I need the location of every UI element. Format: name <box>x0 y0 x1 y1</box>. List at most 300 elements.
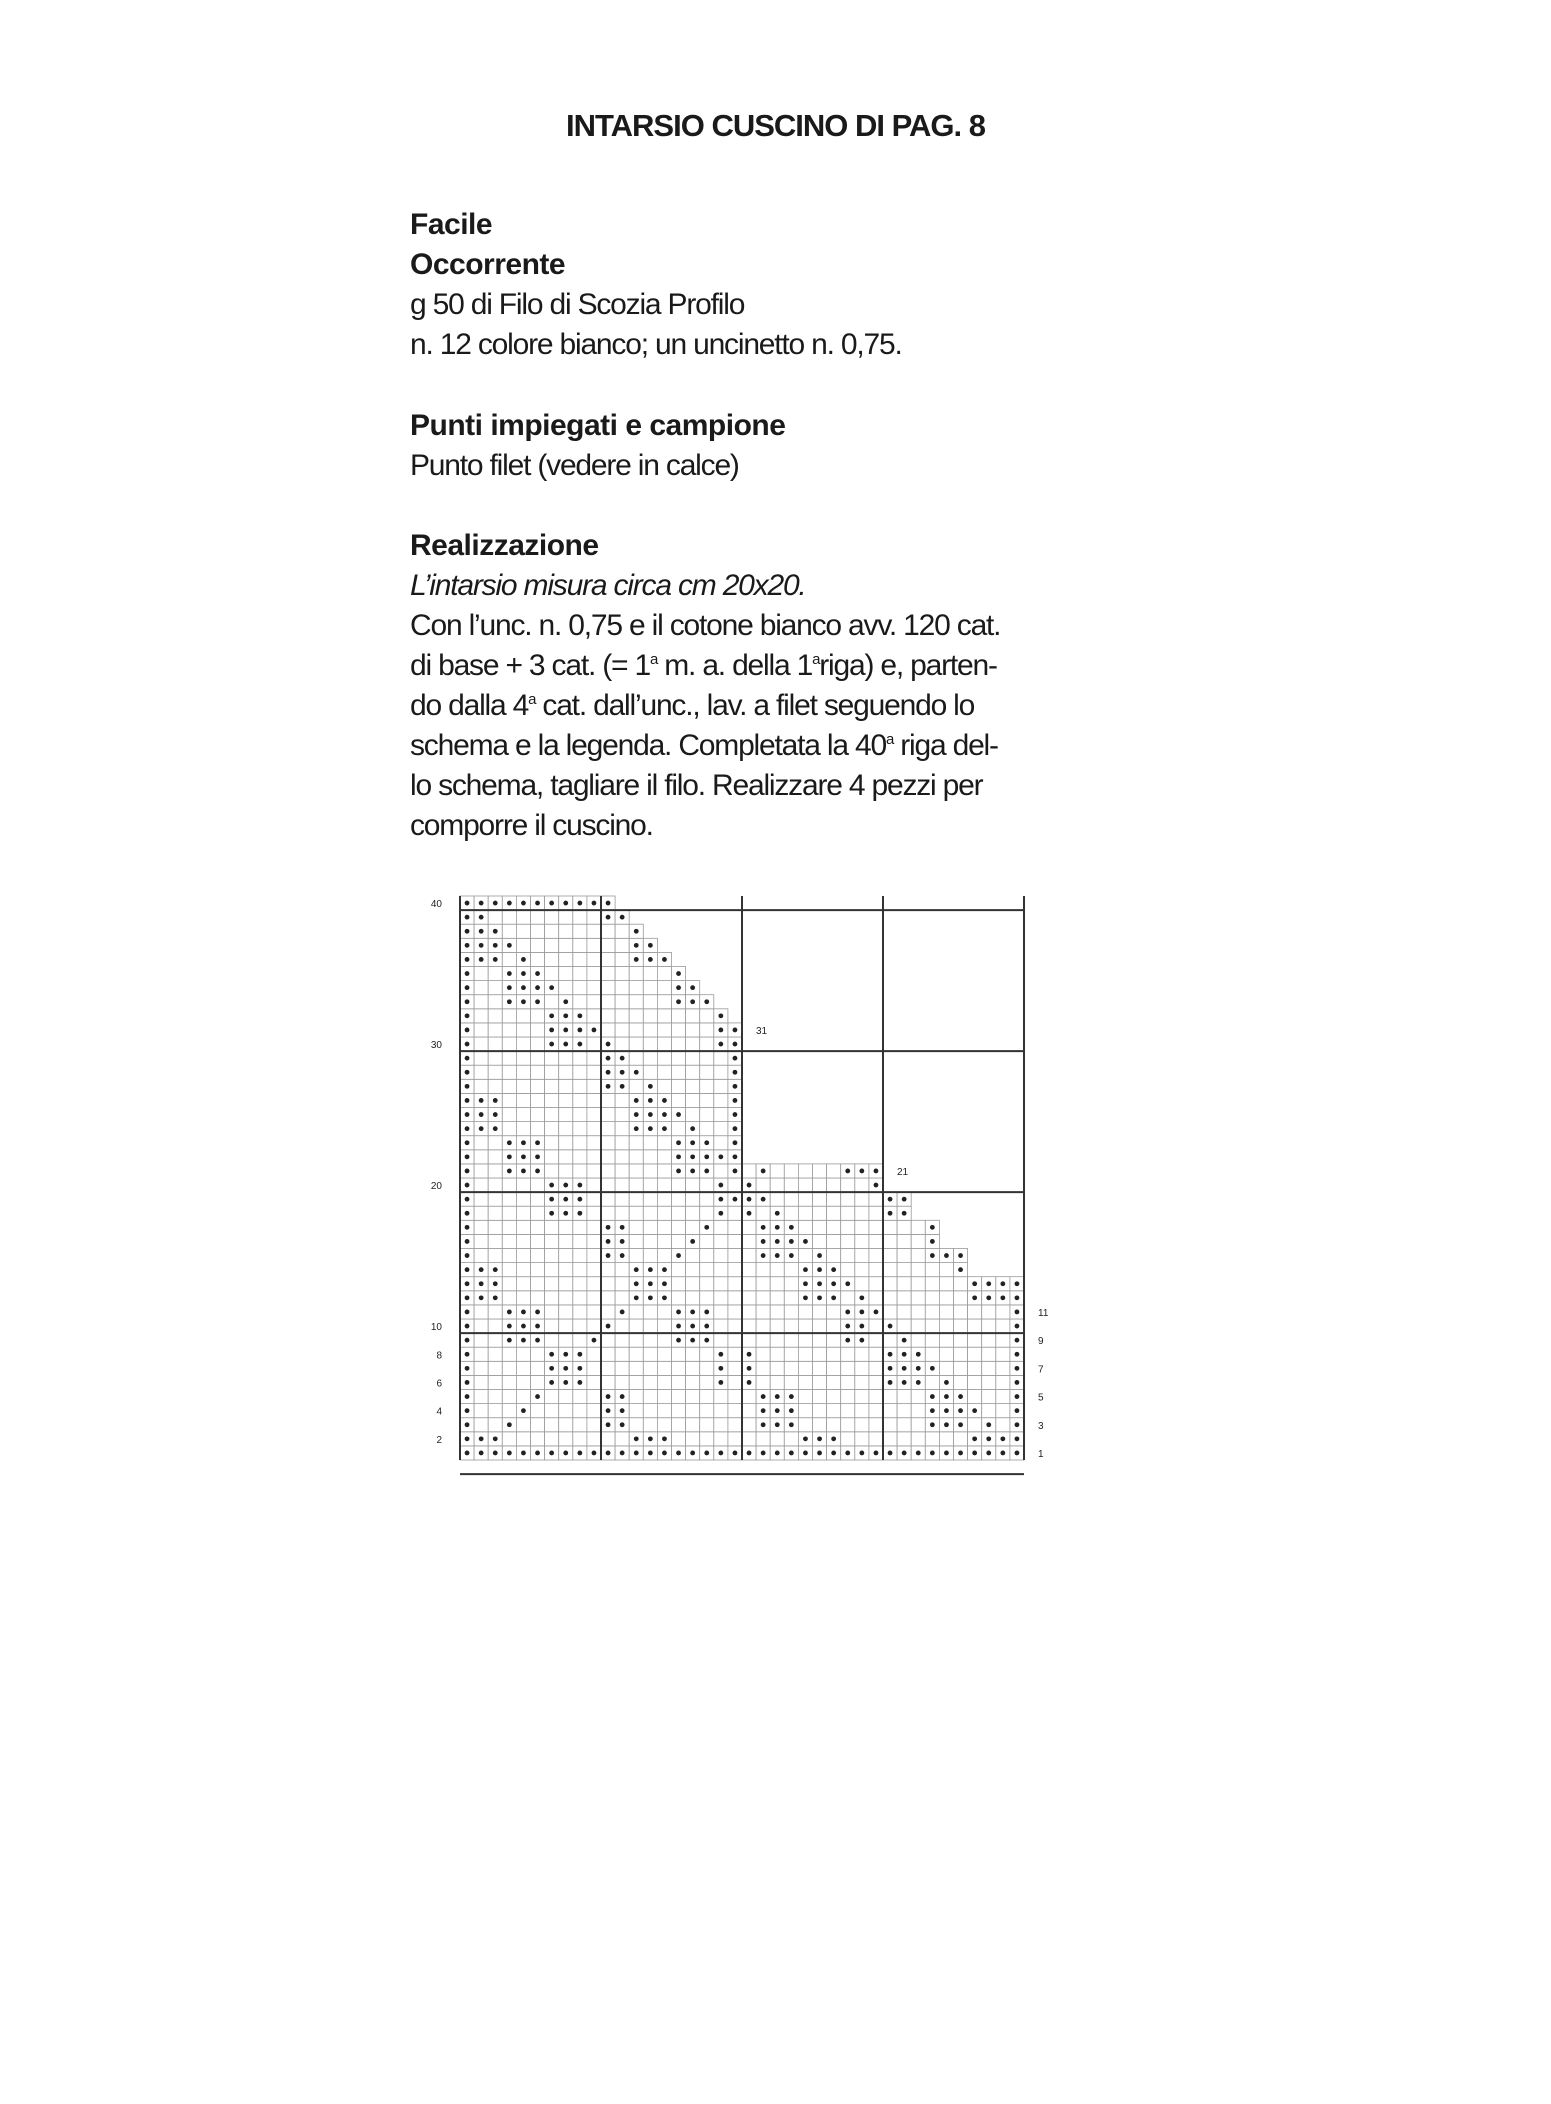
chart-filled-dot <box>817 1267 822 1272</box>
chart-cell <box>869 1277 883 1291</box>
chart-cell <box>883 1432 897 1446</box>
chart-filled-dot <box>733 1098 738 1103</box>
chart-cell <box>883 1249 897 1263</box>
chart-cell <box>573 1404 587 1418</box>
chart-cell <box>798 1206 812 1220</box>
chart-cell <box>629 1347 643 1361</box>
chart-cell <box>770 1263 784 1277</box>
chart-cell <box>474 1404 488 1418</box>
chart-cell <box>925 1347 939 1361</box>
chart-cell <box>700 1361 714 1375</box>
chart-cell <box>587 1065 601 1079</box>
chart-cell <box>925 1319 939 1333</box>
chart-filled-dot <box>775 1422 780 1427</box>
chart-filled-dot <box>634 1436 639 1441</box>
chart-filled-dot <box>493 1436 498 1441</box>
chart-cell <box>587 1051 601 1065</box>
chart-cell <box>911 1390 925 1404</box>
chart-cell <box>869 1249 883 1263</box>
chart-cell <box>601 995 615 1009</box>
chart-cell <box>657 1333 671 1347</box>
chart-cell <box>615 924 629 938</box>
chart-cell <box>982 1390 996 1404</box>
chart-cell <box>700 1023 714 1037</box>
chart-cell <box>488 1150 502 1164</box>
chart-filled-dot <box>563 1183 568 1188</box>
chart-cell <box>615 1037 629 1051</box>
chart-filled-dot <box>888 1366 893 1371</box>
chart-cell <box>672 1178 686 1192</box>
chart-cell <box>672 1277 686 1291</box>
chart-cell <box>939 1305 953 1319</box>
chart-filled-dot <box>577 1211 582 1216</box>
chart-filled-dot <box>733 1197 738 1202</box>
chart-filled-dot <box>465 1056 470 1061</box>
chart-cell <box>855 1277 869 1291</box>
chart-cell <box>883 1390 897 1404</box>
chart-cell <box>742 1291 756 1305</box>
chart-cell <box>559 1305 573 1319</box>
chart-filled-dot <box>733 1140 738 1145</box>
chart-filled-dot <box>676 999 681 1004</box>
chart-cell <box>954 1319 968 1333</box>
chart-cell <box>925 1263 939 1277</box>
chart-cell <box>488 1079 502 1093</box>
chart-cell <box>954 1291 968 1305</box>
chart-cell <box>756 1206 770 1220</box>
chart-cell <box>657 1150 671 1164</box>
materials-heading: Occorrente <box>410 248 566 281</box>
chart-filled-dot <box>493 929 498 934</box>
chart-cell <box>643 1347 657 1361</box>
chart-cell <box>615 967 629 981</box>
chart-filled-dot <box>465 1042 470 1047</box>
chart-cell <box>869 1375 883 1389</box>
chart-filled-dot <box>916 1380 921 1385</box>
chart-filled-dot <box>944 1253 949 1258</box>
chart-cell <box>756 1291 770 1305</box>
chart-cell <box>643 1418 657 1432</box>
chart-cell <box>700 1347 714 1361</box>
chart-cell <box>615 1122 629 1136</box>
chart-cell <box>474 1051 488 1065</box>
chart-filled-dot <box>521 901 526 906</box>
chart-cell <box>869 1333 883 1347</box>
chart-row-label: 4 <box>436 1406 442 1418</box>
chart-cell <box>784 1263 798 1277</box>
chart-filled-dot <box>972 1295 977 1300</box>
chart-cell <box>615 995 629 1009</box>
chart-cell <box>770 1347 784 1361</box>
chart-cell <box>813 1361 827 1375</box>
chart-cell <box>672 1122 686 1136</box>
chart-cell <box>474 1347 488 1361</box>
chart-cell <box>587 967 601 981</box>
chart-cell <box>587 1079 601 1093</box>
chart-filled-dot <box>465 1112 470 1117</box>
chart-filled-dot <box>521 1408 526 1413</box>
chart-cell <box>798 1319 812 1333</box>
chart-cell <box>643 967 657 981</box>
chart-cell <box>813 1333 827 1347</box>
chart-cell <box>615 952 629 966</box>
chart-filled-dot <box>944 1422 949 1427</box>
chart-filled-dot <box>718 1211 723 1216</box>
chart-cell <box>502 1009 516 1023</box>
chart-filled-dot <box>606 1056 611 1061</box>
chart-cell <box>784 1361 798 1375</box>
chart-cell <box>897 1291 911 1305</box>
chart-filled-dot <box>775 1408 780 1413</box>
chart-cell <box>629 981 643 995</box>
chart-cell <box>559 1333 573 1347</box>
chart-filled-dot <box>1015 1451 1020 1456</box>
chart-cell <box>925 1277 939 1291</box>
chart-cell <box>502 1249 516 1263</box>
chart-cell <box>615 1023 629 1037</box>
chart-filled-dot <box>662 1126 667 1131</box>
chart-filled-dot <box>465 1028 470 1033</box>
chart-filled-dot <box>859 1338 864 1343</box>
chart-row-label: 8 <box>436 1350 442 1362</box>
chart-cell <box>686 1178 700 1192</box>
chart-cell <box>629 1404 643 1418</box>
chart-filled-dot <box>775 1225 780 1230</box>
chart-cell <box>672 1206 686 1220</box>
chart-cell <box>798 1178 812 1192</box>
materials-section <box>410 205 1130 365</box>
chart-cell <box>827 1192 841 1206</box>
chart-filled-dot <box>874 1169 879 1174</box>
chart-cell <box>728 1390 742 1404</box>
chart-filled-dot <box>718 1451 723 1456</box>
chart-filled-dot <box>761 1197 766 1202</box>
chart-filled-dot <box>507 999 512 1004</box>
chart-filled-dot <box>493 1098 498 1103</box>
chart-filled-dot <box>634 929 639 934</box>
chart-cell <box>573 995 587 1009</box>
chart-cell <box>855 1347 869 1361</box>
chart-filled-dot <box>535 1154 540 1159</box>
chart-filled-dot <box>535 971 540 976</box>
chart-cell <box>657 1009 671 1023</box>
chart-cell <box>559 1150 573 1164</box>
chart-filled-dot <box>718 1013 723 1018</box>
chart-filled-dot <box>718 1154 723 1159</box>
chart-cell <box>643 1206 657 1220</box>
chart-cell <box>657 1220 671 1234</box>
chart-cell <box>502 1404 516 1418</box>
chart-cell <box>545 952 559 966</box>
chart-row-label: 40 <box>430 899 442 911</box>
chart-cell <box>516 1375 530 1389</box>
chart-cell <box>869 1263 883 1277</box>
chart-cell <box>545 1418 559 1432</box>
chart-cell <box>559 967 573 981</box>
chart-filled-dot <box>1000 1281 1005 1286</box>
chart-cell <box>968 1333 982 1347</box>
chart-cell <box>657 1164 671 1178</box>
chart-filled-dot <box>648 1126 653 1131</box>
chart-cell <box>474 1390 488 1404</box>
chart-cell <box>629 1136 643 1150</box>
chart-filled-dot <box>747 1352 752 1357</box>
chart-cell <box>601 1361 615 1375</box>
chart-cell <box>559 952 573 966</box>
chart-cell <box>601 1192 615 1206</box>
chart-cell <box>587 1234 601 1248</box>
chart-cell <box>714 1404 728 1418</box>
chart-filled-dot <box>690 1324 695 1329</box>
chart-cell <box>545 1108 559 1122</box>
chart-cell <box>516 1079 530 1093</box>
chart-cell <box>587 1249 601 1263</box>
chart-filled-dot <box>465 1380 470 1385</box>
chart-filled-dot <box>972 1281 977 1286</box>
chart-cell <box>587 1263 601 1277</box>
chart-cell <box>813 1375 827 1389</box>
chart-filled-dot <box>620 1070 625 1075</box>
chart-filled-dot <box>986 1281 991 1286</box>
chart-cell <box>728 1347 742 1361</box>
chart-cell <box>502 1277 516 1291</box>
chart-row-label: 21 <box>897 1167 909 1178</box>
chart-cell <box>502 1375 516 1389</box>
chart-cell <box>841 1432 855 1446</box>
chart-cell <box>545 1164 559 1178</box>
chart-cell <box>996 1333 1010 1347</box>
chart-filled-dot <box>465 943 470 948</box>
materials-line-2: n. 12 colore bianco; un uncinetto n. 0,75. <box>410 328 902 361</box>
chart-cell <box>573 952 587 966</box>
chart-cell <box>968 1361 982 1375</box>
chart-filled-dot <box>747 1380 752 1385</box>
chart-cell <box>841 1361 855 1375</box>
chart-filled-dot <box>563 1380 568 1385</box>
chart-cell <box>559 910 573 924</box>
chart-cell <box>657 1079 671 1093</box>
chart-filled-dot <box>888 1451 893 1456</box>
chart-filled-dot <box>902 1197 907 1202</box>
chart-cell <box>643 1305 657 1319</box>
chart-cell <box>813 1390 827 1404</box>
chart-cell <box>841 1390 855 1404</box>
chart-filled-dot <box>1000 1451 1005 1456</box>
chart-cell <box>700 1009 714 1023</box>
chart-cell <box>502 1037 516 1051</box>
chart-cell <box>841 1234 855 1248</box>
chart-filled-dot <box>958 1408 963 1413</box>
chart-filled-dot <box>563 1028 568 1033</box>
chart-cell <box>700 1291 714 1305</box>
chart-cell <box>516 1249 530 1263</box>
chart-cell <box>545 1404 559 1418</box>
chart-cell <box>545 1249 559 1263</box>
chart-row-label: 7 <box>1038 1364 1044 1376</box>
chart-filled-dot <box>634 1281 639 1286</box>
chart-cell <box>982 1319 996 1333</box>
chart-filled-dot <box>902 1366 907 1371</box>
chart-cell <box>545 924 559 938</box>
chart-filled-dot <box>634 1098 639 1103</box>
chart-cell <box>531 1093 545 1107</box>
chart-cell <box>813 1404 827 1418</box>
chart-cell <box>728 1361 742 1375</box>
chart-filled-dot <box>1015 1422 1020 1427</box>
chart-filled-dot <box>648 1084 653 1089</box>
chart-cell <box>982 1347 996 1361</box>
chart-cell <box>686 1192 700 1206</box>
chart-filled-dot <box>577 1366 582 1371</box>
stitches-heading: Punti impiegati e campione <box>410 409 786 442</box>
chart-cell <box>474 1065 488 1079</box>
chart-cell <box>869 1418 883 1432</box>
chart-cell <box>827 1375 841 1389</box>
chart-cell <box>629 1305 643 1319</box>
chart-filled-dot <box>845 1310 850 1315</box>
chart-cell <box>968 1347 982 1361</box>
chart-filled-dot <box>549 1042 554 1047</box>
chart-cell <box>869 1192 883 1206</box>
chart-filled-dot <box>535 1394 540 1399</box>
chart-cell <box>911 1263 925 1277</box>
chart-filled-dot <box>465 1338 470 1343</box>
chart-filled-dot <box>662 1112 667 1117</box>
chart-cell <box>502 1220 516 1234</box>
chart-filled-dot <box>465 957 470 962</box>
chart-cell <box>531 1291 545 1305</box>
chart-cell <box>488 910 502 924</box>
chart-cell <box>728 1375 742 1389</box>
chart-filled-dot <box>634 957 639 962</box>
chart-filled-dot <box>662 1281 667 1286</box>
chart-cell <box>869 1319 883 1333</box>
chart-cell <box>601 1122 615 1136</box>
chart-cell <box>784 1206 798 1220</box>
chart-cell <box>615 1192 629 1206</box>
chart-cell <box>545 1079 559 1093</box>
chart-cell <box>488 1164 502 1178</box>
chart-filled-dot <box>676 1451 681 1456</box>
chart-filled-dot <box>690 1126 695 1131</box>
chart-filled-dot <box>648 1451 653 1456</box>
chart-filled-dot <box>479 929 484 934</box>
chart-filled-dot <box>704 1225 709 1230</box>
chart-cell <box>629 1361 643 1375</box>
chart-cell <box>601 1164 615 1178</box>
chart-filled-dot <box>789 1225 794 1230</box>
chart-filled-dot <box>1015 1338 1020 1343</box>
chart-filled-dot <box>662 1451 667 1456</box>
chart-cell <box>657 995 671 1009</box>
chart-cell <box>587 1206 601 1220</box>
stitches-section <box>410 406 1130 486</box>
chart-cell <box>488 1051 502 1065</box>
chart-cell <box>531 1023 545 1037</box>
chart-filled-dot <box>958 1394 963 1399</box>
chart-cell <box>573 1418 587 1432</box>
chart-filled-dot <box>902 1352 907 1357</box>
chart-cell <box>643 1136 657 1150</box>
chart-filled-dot <box>958 1253 963 1258</box>
chart-filled-dot <box>747 1211 752 1216</box>
chart-cell <box>911 1234 925 1248</box>
chart-cell <box>587 1375 601 1389</box>
chart-cell <box>939 1291 953 1305</box>
chart-cell <box>587 1192 601 1206</box>
chart-cell <box>770 1305 784 1319</box>
chart-cell <box>869 1390 883 1404</box>
chart-filled-dot <box>563 1352 568 1357</box>
chart-filled-dot <box>775 1451 780 1456</box>
chart-cell <box>827 1347 841 1361</box>
chart-cell <box>531 1277 545 1291</box>
chart-cell <box>573 1291 587 1305</box>
chart-cell <box>573 1234 587 1248</box>
chart-cell <box>587 1277 601 1291</box>
chart-filled-dot <box>761 1394 766 1399</box>
chart-cell <box>897 1249 911 1263</box>
chart-filled-dot <box>479 1126 484 1131</box>
chart-filled-dot <box>465 1197 470 1202</box>
chart-cell <box>897 1305 911 1319</box>
chart-cell <box>502 1234 516 1248</box>
chart-cell <box>813 1220 827 1234</box>
chart-cell <box>629 1418 643 1432</box>
chart-cell <box>827 1333 841 1347</box>
chart-cell <box>531 1051 545 1065</box>
chart-filled-dot <box>563 1042 568 1047</box>
chart-cell <box>813 1418 827 1432</box>
chart-cell <box>629 1220 643 1234</box>
chart-cell <box>531 1249 545 1263</box>
chart-filled-dot <box>1015 1281 1020 1286</box>
chart-cell <box>657 1023 671 1037</box>
chart-cell <box>629 1333 643 1347</box>
chart-filled-dot <box>733 1451 738 1456</box>
chart-cell <box>587 981 601 995</box>
chart-cell <box>629 1234 643 1248</box>
chart-cell <box>657 1375 671 1389</box>
chart-cell <box>784 1305 798 1319</box>
chart-filled-dot <box>620 915 625 920</box>
chart-cell <box>531 910 545 924</box>
chart-filled-dot <box>690 1239 695 1244</box>
chart-filled-dot <box>479 1281 484 1286</box>
chart-filled-dot <box>620 1253 625 1258</box>
chart-filled-dot <box>662 957 667 962</box>
chart-filled-dot <box>972 1408 977 1413</box>
chart-filled-dot <box>1000 1436 1005 1441</box>
chart-cell <box>911 1277 925 1291</box>
chart-cell <box>573 1150 587 1164</box>
chart-filled-dot <box>549 1013 554 1018</box>
chart-filled-dot <box>831 1267 836 1272</box>
chart-filled-dot <box>704 1169 709 1174</box>
chart-filled-dot <box>789 1253 794 1258</box>
chart-cell <box>686 1291 700 1305</box>
chart-cell <box>855 1390 869 1404</box>
chart-filled-dot <box>789 1239 794 1244</box>
chart-cell <box>531 1234 545 1248</box>
chart-cell <box>531 1347 545 1361</box>
chart-filled-dot <box>817 1253 822 1258</box>
chart-filled-dot <box>563 1211 568 1216</box>
chart-cell <box>686 1361 700 1375</box>
chart-cell <box>841 1178 855 1192</box>
chart-cell <box>488 1333 502 1347</box>
chart-cell <box>756 1347 770 1361</box>
